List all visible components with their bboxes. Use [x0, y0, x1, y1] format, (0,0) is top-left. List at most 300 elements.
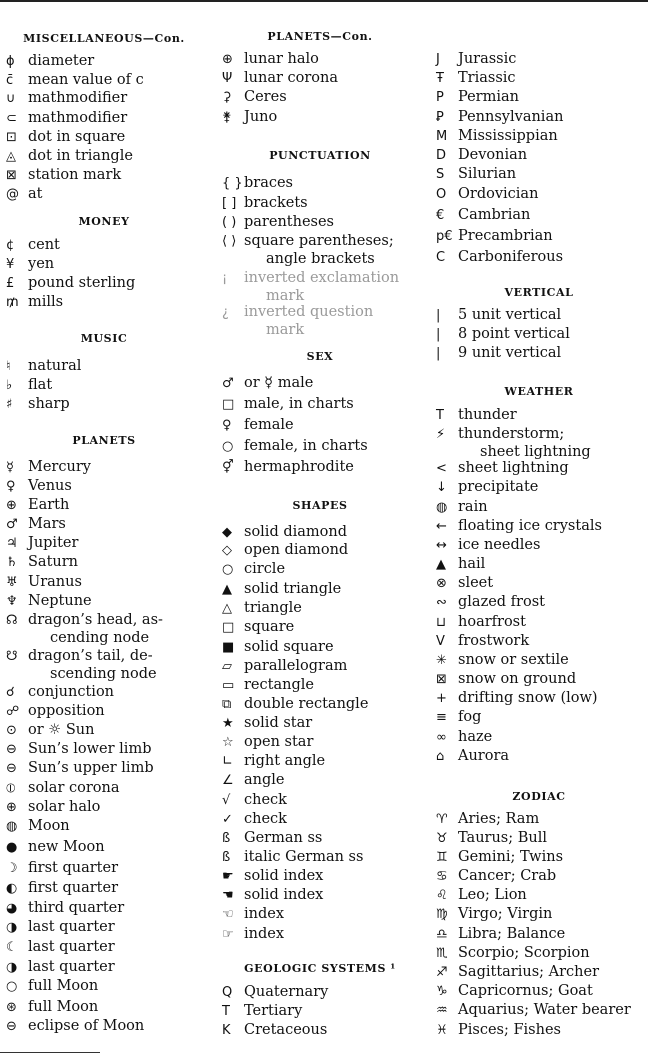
list-item: [6, 293, 63, 312]
symbol-glyph-icon: ⟨ ⟩: [222, 234, 237, 249]
list-item: [436, 206, 530, 225]
item-label: yen: [28, 256, 55, 272]
item-label: Juno: [244, 109, 278, 125]
list-item: [6, 255, 54, 274]
symbol-glyph-icon: { }: [222, 176, 243, 191]
item-label: circle: [244, 561, 286, 577]
item-label: frostwork: [458, 633, 530, 649]
symbol-glyph-icon: ✳: [436, 653, 447, 668]
symbol-glyph-icon: ⊠: [6, 168, 17, 183]
symbol-glyph-icon: p€: [436, 229, 453, 244]
symbol-glyph-icon: ⊠: [436, 672, 447, 687]
symbol-glyph-icon: ∟: [222, 754, 233, 769]
section-heading: VERTICAL: [504, 286, 574, 299]
item-label: thunderstorm;: [458, 426, 565, 442]
list-item: [222, 108, 277, 127]
symbol-glyph-icon: ♮: [6, 359, 11, 374]
section-heading: GEOLOGIC SYSTEMS ¹: [244, 962, 396, 975]
list-item: [6, 573, 82, 592]
item-label: Sun’s lower limb: [28, 741, 152, 757]
item-label: natural: [28, 358, 82, 374]
symbol-glyph-icon: ↔: [436, 538, 447, 553]
item-label: conjunction: [28, 684, 115, 700]
symbol-glyph-icon: ☿: [6, 460, 14, 475]
symbol-glyph-icon: Ψ: [222, 71, 233, 86]
list-item: [222, 50, 319, 69]
symbol-glyph-icon: ⚵: [222, 110, 232, 125]
item-label-continuation: sheet lightning: [480, 444, 591, 460]
list-item: [436, 944, 590, 963]
item-label: angle: [244, 772, 285, 788]
symbol-glyph-icon: [ ]: [222, 196, 237, 211]
symbol-glyph-icon: £: [6, 276, 15, 291]
item-label: Cancer; Crab: [458, 868, 557, 884]
item-label: last quarter: [28, 919, 115, 935]
symbol-glyph-icon: Q: [222, 985, 233, 1000]
list-item: [6, 779, 120, 798]
list-item: [6, 376, 52, 395]
symbol-glyph-icon: ⚡: [436, 427, 446, 442]
symbol-glyph-icon: |: [436, 308, 441, 323]
symbol-glyph-icon: K: [222, 1023, 231, 1038]
symbol-glyph-icon: ♄: [6, 555, 18, 570]
item-label: third quarter: [28, 900, 125, 916]
symbol-glyph-icon: ⊖: [6, 761, 17, 776]
symbol-glyph-icon: ⦶: [6, 781, 16, 796]
list-item: [222, 1021, 327, 1040]
symbol-glyph-icon: Ŧ: [436, 71, 444, 86]
symbol-glyph-icon: ⊗: [436, 576, 447, 591]
item-label: opposition: [28, 703, 105, 719]
list-item: [436, 747, 509, 766]
list-item: [436, 185, 538, 204]
item-label: Triassic: [458, 70, 516, 86]
item-label: dragon’s tail, de-: [28, 648, 153, 664]
item-label-continuation: angle brackets: [266, 251, 375, 267]
symbol-glyph-icon: ß: [222, 831, 231, 846]
item-label: lunar corona: [244, 70, 338, 86]
item-label: flat: [28, 377, 53, 393]
symbol-glyph-icon: P: [436, 90, 444, 105]
list-item: [436, 1001, 631, 1020]
list-item: [6, 740, 151, 759]
list-item: [6, 899, 124, 918]
symbol-glyph-icon: ☜: [222, 907, 234, 922]
item-label: solid square: [244, 639, 334, 655]
item-label: parallelogram: [244, 658, 348, 674]
item-label: new Moon: [28, 839, 105, 855]
list-item: [6, 52, 94, 71]
symbol-glyph-icon: ∪: [6, 91, 16, 106]
symbol-glyph-icon: ⧉: [222, 697, 232, 712]
item-label: Mars: [28, 516, 66, 532]
list-item: [436, 165, 516, 184]
symbol-glyph-icon: ☾: [6, 940, 18, 955]
item-label: Cambrian: [458, 207, 531, 223]
symbol-glyph-icon: M: [436, 129, 448, 144]
item-label: Uranus: [28, 574, 82, 590]
list-item: [436, 69, 516, 88]
item-label: Venus: [28, 478, 72, 494]
symbol-glyph-icon: ♐: [436, 965, 448, 980]
symbol-glyph-icon: c̄: [6, 73, 14, 88]
list-item: [222, 580, 341, 599]
symbol-glyph-icon: S: [436, 167, 445, 182]
list-item: [6, 998, 98, 1017]
item-label: Devonian: [458, 147, 528, 163]
item-label: 5 unit vertical: [458, 307, 562, 323]
symbol-glyph-icon: △: [222, 601, 232, 616]
section-heading: ZODIAC: [512, 790, 566, 803]
symbol-glyph-icon: ₥: [6, 295, 19, 310]
symbol-glyph-icon: ∞: [436, 730, 447, 745]
symbol-glyph-icon: ♉: [436, 831, 448, 846]
list-item: [222, 733, 313, 752]
item-label: full Moon: [28, 978, 99, 994]
item-label: diameter: [28, 53, 95, 69]
list-item: [6, 838, 105, 857]
list-item: [436, 593, 545, 612]
section-heading: PLANETS: [72, 434, 136, 447]
symbol-glyph-icon: ♀: [222, 418, 232, 433]
list-item: [6, 147, 133, 166]
symbol-glyph-icon: ◑: [6, 960, 18, 975]
symbol-glyph-icon: ¥: [6, 257, 15, 272]
section-heading: MUSIC: [80, 332, 128, 345]
symbol-glyph-icon: ⚳: [222, 90, 232, 105]
list-item: [6, 109, 127, 128]
item-label: female: [244, 417, 294, 433]
item-label: hoarfrost: [458, 614, 526, 630]
list-item: [6, 859, 118, 878]
item-label: floating ice crystals: [458, 518, 602, 534]
list-item: [222, 560, 285, 579]
item-label: German ss: [244, 830, 323, 846]
item-label: Neptune: [28, 593, 92, 609]
list-item: [6, 759, 154, 778]
list-item: [436, 517, 602, 536]
item-label: snow or sextile: [458, 652, 569, 668]
symbol-glyph-icon: ⊙: [6, 723, 17, 738]
list-item: [222, 657, 347, 676]
list-item: [6, 128, 125, 147]
item-label: Mississippian: [458, 128, 558, 144]
list-item: [436, 982, 593, 1001]
symbol-glyph-icon: ▲: [436, 557, 446, 572]
list-item: [222, 437, 368, 456]
item-label: Aquarius; Water bearer: [458, 1002, 631, 1018]
list-item: [436, 651, 569, 670]
list-item: [222, 752, 325, 771]
item-label: 8 point vertical: [458, 326, 570, 342]
list-item: [6, 1017, 144, 1036]
symbol-glyph-icon: ●: [6, 840, 18, 855]
item-label: mathmodifier: [28, 110, 128, 126]
symbol-glyph-icon: ♈: [436, 812, 448, 827]
list-item: [436, 425, 564, 444]
symbol-glyph-icon: ★: [222, 716, 234, 731]
item-label: Permian: [458, 89, 519, 105]
list-item: [436, 848, 563, 867]
item-label: Ceres: [244, 89, 287, 105]
list-item: [222, 269, 399, 288]
symbol-glyph-icon: C: [436, 250, 446, 265]
symbol-glyph-icon: ◕: [6, 901, 18, 916]
symbol-glyph-icon: ≡: [436, 710, 447, 725]
item-label-continuation: mark: [266, 322, 305, 338]
symbol-glyph-icon: ☊: [6, 613, 18, 628]
item-label: hermaphrodite: [244, 459, 354, 475]
list-item: [436, 536, 540, 555]
list-item: [222, 848, 363, 867]
list-item: [6, 647, 153, 666]
item-label: Earth: [28, 497, 70, 513]
section-heading: PUNCTUATION: [269, 149, 371, 162]
item-label: thunder: [458, 407, 517, 423]
item-label: mills: [28, 294, 64, 310]
symbol-glyph-icon: □: [222, 620, 235, 635]
item-label: solid index: [244, 868, 324, 884]
list-item: [222, 395, 354, 414]
symbol-glyph-icon: ☛: [222, 869, 234, 884]
symbol-glyph-icon: ß: [222, 850, 231, 865]
list-item: [436, 498, 488, 517]
item-label: solid diamond: [244, 524, 348, 540]
symbol-glyph-icon: ♑: [436, 984, 448, 999]
symbol-glyph-icon: ☽: [6, 861, 18, 876]
list-item: [222, 791, 287, 810]
section-heading: SEX: [306, 350, 334, 363]
list-item: [6, 721, 95, 740]
item-label: Jurassic: [458, 51, 517, 67]
symbol-glyph-icon: @: [6, 187, 19, 202]
symbol-glyph-icon: |: [436, 327, 441, 342]
symbol-glyph-icon: Ꝑ: [436, 110, 444, 125]
item-label: Virgo; Virgin: [458, 906, 553, 922]
item-label: Moon: [28, 818, 70, 834]
list-item: [436, 50, 516, 69]
item-label: Saturn: [28, 554, 79, 570]
item-label: dot in square: [28, 129, 126, 145]
list-item: [6, 496, 69, 515]
list-item: [436, 108, 563, 127]
item-label: 9 unit vertical: [458, 345, 562, 361]
item-label: Sun’s upper limb: [28, 760, 154, 776]
symbol-glyph-icon: ♂: [222, 376, 234, 391]
list-item: [222, 695, 368, 714]
list-item: [222, 523, 347, 542]
section-heading: MONEY: [78, 215, 130, 228]
list-item: [222, 829, 322, 848]
list-item: [222, 194, 308, 213]
item-label: eclipse of Moon: [28, 1018, 145, 1034]
symbol-glyph-icon: ←: [436, 519, 447, 534]
symbol-glyph-icon: D: [436, 148, 447, 163]
symbol-glyph-icon: V: [436, 634, 445, 649]
symbol-glyph-icon: |: [436, 346, 441, 361]
item-label: Sagittarius; Archer: [458, 964, 600, 980]
list-item: [436, 344, 561, 363]
symbol-glyph-icon: ∠: [222, 773, 234, 788]
symbol-glyph-icon: ○: [222, 439, 234, 454]
symbol-glyph-icon: ⊖: [6, 1019, 17, 1034]
footnote-rule: [0, 1052, 100, 1053]
list-item: [6, 817, 70, 836]
symbol-glyph-icon: ○: [222, 562, 234, 577]
section-heading: PLANETS—Con.: [267, 30, 373, 43]
list-item: [6, 798, 100, 817]
item-label: parentheses: [244, 214, 334, 230]
symbol-glyph-icon: ⊕: [6, 498, 17, 513]
symbol-glyph-icon: ♆: [6, 594, 18, 609]
item-label: sheet lightning: [458, 460, 569, 476]
item-label: check: [244, 811, 287, 827]
item-label: last quarter: [28, 959, 115, 975]
symbol-glyph-icon: ☍: [6, 704, 20, 719]
list-item: [436, 574, 493, 593]
item-label: Leo; Lion: [458, 887, 527, 903]
item-label: Ordovician: [458, 186, 539, 202]
list-item: [436, 1021, 561, 1040]
item-label: inverted exclamation: [244, 270, 400, 286]
item-label: solid index: [244, 887, 324, 903]
list-item: [222, 905, 284, 924]
list-item: [6, 702, 105, 721]
list-item: [6, 357, 81, 376]
item-label: snow on ground: [458, 671, 577, 687]
item-label: Jupiter: [28, 535, 79, 551]
symbol-glyph-icon: ☆: [222, 735, 234, 750]
item-label: solar corona: [28, 780, 120, 796]
item-label: mathmodifier: [28, 90, 128, 106]
item-label: pound sterling: [28, 275, 136, 291]
symbol-glyph-icon: ⊔: [436, 615, 447, 630]
list-item: [222, 886, 323, 905]
symbol-glyph-icon: ♋: [436, 869, 448, 884]
symbol-glyph-icon: ¡: [222, 271, 228, 286]
list-item: [6, 274, 135, 293]
symbol-glyph-icon: ♏: [436, 946, 448, 961]
item-label: index: [244, 926, 285, 942]
list-item: [436, 459, 569, 478]
item-label: or ☼ Sun: [28, 722, 95, 738]
list-item: [222, 213, 334, 232]
list-item: [6, 683, 114, 702]
item-label: haze: [458, 729, 493, 745]
item-label: dragon’s head, as-: [28, 612, 163, 628]
list-item: [436, 905, 552, 924]
item-label: drifting snow (low): [458, 690, 598, 706]
symbol-glyph-icon: J: [436, 52, 440, 67]
list-item: [6, 71, 144, 90]
item-label: braces: [244, 175, 294, 191]
list-item: [436, 689, 598, 708]
symbol-glyph-icon: ♀: [6, 479, 16, 494]
symbol-glyph-icon: €: [436, 208, 445, 223]
list-item: [436, 248, 563, 267]
item-label: rectangle: [244, 677, 314, 693]
symbol-glyph-icon: ♍: [436, 907, 448, 922]
list-item: [6, 958, 115, 977]
item-label: double rectangle: [244, 696, 369, 712]
list-item: [6, 938, 115, 957]
list-item: [222, 69, 338, 88]
item-label-continuation: mark: [266, 288, 305, 304]
list-item: [222, 599, 302, 618]
list-item: [222, 983, 328, 1002]
symbol-glyph-icon: □: [222, 397, 235, 412]
symbol-glyph-icon: ◍: [436, 500, 448, 515]
symbol-glyph-icon: ♊: [436, 850, 448, 865]
item-label: precipitate: [458, 479, 539, 495]
item-label: hail: [458, 556, 486, 572]
item-label-continuation: scending node: [50, 666, 157, 682]
symbol-glyph-icon: ∾: [436, 595, 447, 610]
list-item: [6, 534, 78, 553]
symbol-glyph-icon: ♃: [6, 536, 18, 551]
item-label: Capricornus; Goat: [458, 983, 593, 999]
symbol-glyph-icon: T: [222, 1004, 230, 1019]
list-item: [222, 374, 313, 393]
symbol-glyph-icon: ⊖: [6, 742, 17, 757]
list-item: [436, 306, 561, 325]
list-item: [436, 829, 547, 848]
symbol-glyph-icon: ¿: [222, 305, 229, 320]
item-label: glazed frost: [458, 594, 545, 610]
list-item: [436, 613, 526, 632]
symbol-glyph-icon: ■: [222, 640, 235, 655]
list-item: [436, 227, 553, 246]
list-item: [6, 977, 98, 996]
item-label: inverted question: [244, 304, 374, 320]
item-label: Cretaceous: [244, 1022, 328, 1038]
symbol-glyph-icon: ϕ: [6, 54, 15, 69]
item-label: sleet: [458, 575, 494, 591]
symbol-glyph-icon: <: [436, 461, 447, 476]
list-item: [222, 416, 294, 435]
list-item: [436, 963, 599, 982]
symbol-glyph-icon: ⊛: [6, 1000, 17, 1015]
list-item: [222, 925, 284, 944]
item-label: station mark: [28, 167, 122, 183]
item-label: cent: [28, 237, 60, 253]
symbol-glyph-icon: ▭: [222, 678, 235, 693]
item-label: mean value of c: [28, 72, 144, 88]
item-label: at: [28, 186, 43, 202]
item-label: fog: [458, 709, 482, 725]
list-item: [6, 477, 72, 496]
item-label: Aries; Ram: [458, 811, 540, 827]
list-item: [222, 232, 394, 251]
item-label: Precambrian: [458, 228, 553, 244]
list-item: [436, 555, 485, 574]
list-item: [6, 458, 91, 477]
symbol-glyph-icon: ♎: [436, 927, 448, 942]
item-label: sharp: [28, 396, 70, 412]
item-label: brackets: [244, 195, 308, 211]
top-rule: [0, 0, 648, 2]
list-item: [436, 325, 570, 344]
item-label: male, in charts: [244, 396, 354, 412]
symbol-glyph-icon: ☌: [6, 685, 15, 700]
list-item: [6, 553, 78, 572]
symbol-glyph-icon: ⊡: [6, 130, 17, 145]
list-item: [222, 714, 312, 733]
list-item: [436, 670, 576, 689]
list-item: [436, 708, 481, 727]
list-item: [6, 592, 92, 611]
symbol-glyph-icon: ⊂: [6, 111, 17, 126]
